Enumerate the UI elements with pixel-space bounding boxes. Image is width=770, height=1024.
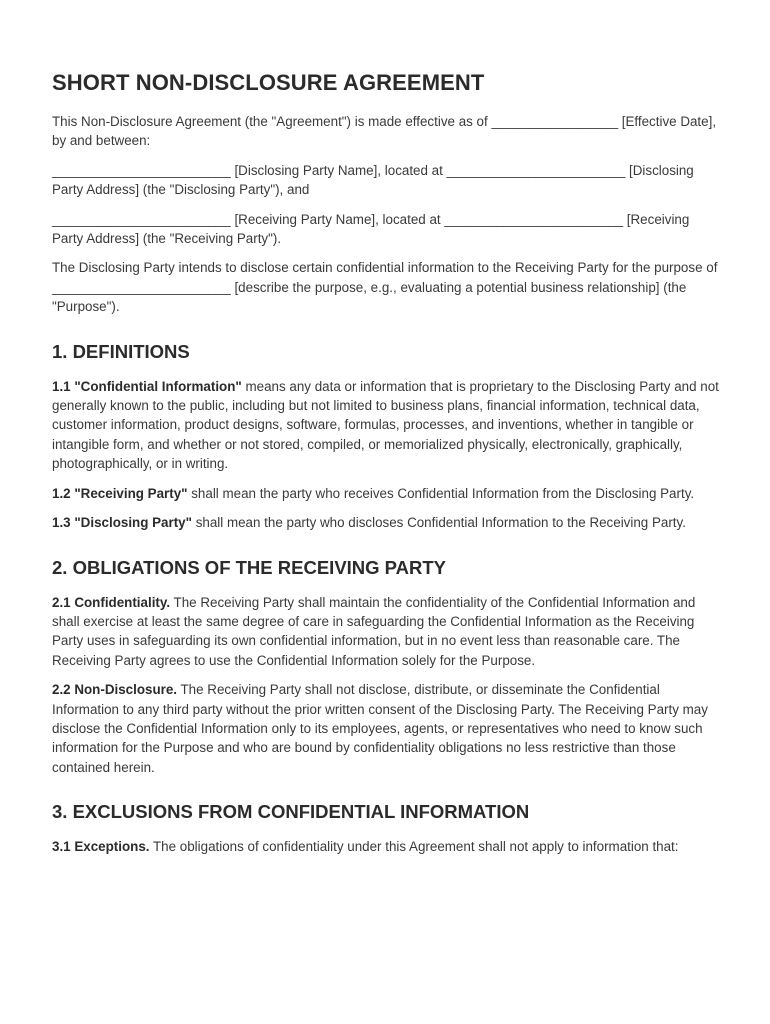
clause-label: 1.2 "Receiving Party"	[52, 485, 188, 501]
section-heading-definitions: 1. DEFINITIONS	[52, 340, 190, 362]
clause-1-1	[52, 377, 722, 474]
intro-purpose: The Disclosing Party intends to disclose certain confidential information to the Receiving Party for the purpose of ________________________ [describe the purpose, e.g., evaluating a potential business relationship] (the "Purpose").	[52, 260, 718, 315]
clause-1-3	[52, 513, 722, 532]
clause-text: shall mean the party who discloses Confidential Information to the Receiving Party.	[191, 515, 686, 531]
section-heading-obligations: 2. OBLIGATIONS OF THE RECEIVING PARTY	[52, 556, 447, 578]
clause-label: 2.2 Non-Disclosure.	[52, 682, 178, 698]
clause-label: 2.1 Confidentiality.	[52, 594, 171, 610]
document-title: SHORT NON-DISCLOSURE AGREEMENT	[52, 70, 485, 95]
clause-3-1	[52, 837, 722, 856]
clause-text: The obligations of confidentiality under this Agreement shall not apply to information that:	[149, 839, 679, 855]
clause-text: means any data or information that is proprietary to the Disclosing Party and not generally known to the public, including but not limited to business plans, financial information, technical data, customer information, product designs, software, formulas, processes, and inventions, whether in tangible or intangible form, and whether or not stored, compiled, or memorialized physically, electronically, graphically, photographically, or in writing.	[52, 378, 719, 472]
clause-text: The Receiving Party shall not disclose, distribute, or disseminate the Confidential Information to any third party without the prior written consent of the Disclosing Party. The Receiving Party may disclose the Confidential Information only to its employees, agents, or representatives who need to know such information for the Purpose and who are bound by confidentiality obligations no less restrictive than those contained herein.	[52, 682, 708, 775]
clause-text: shall mean the party who receives Confidential Information from the Disclosing Party.	[187, 485, 695, 501]
section-heading-exclusions: 3. EXCLUSIONS FROM CONFIDENTIAL INFORMATION	[52, 801, 530, 823]
clause-2-2	[52, 680, 722, 777]
intro-effective-date: This Non-Disclosure Agreement (the "Agreement") is made effective as of _________________ [Effective Date], by and between:	[52, 114, 717, 149]
clause-label: 1.1 "Confidential Information"	[52, 378, 242, 394]
clause-text: The Receiving Party shall maintain the confidentiality of the Confidential Information and shall exercise at least the same degree of care in safeguarding the Confidential Information as the Receiving Party uses in safeguarding its own confidential information, but in no event less than reasonable care. The Receiving Party agrees to use the Confidential Information solely for the Purpose.	[52, 594, 696, 668]
clause-label: 3.1 Exceptions.	[52, 839, 150, 855]
clause-label: 1.3 "Disclosing Party"	[52, 515, 192, 531]
clause-2-1	[52, 593, 722, 671]
intro-disclosing-party: ________________________ [Disclosing Party Name], located at ________________________ [Disclosing Party Address] (the "Disclosing Party"), and	[52, 162, 694, 198]
intro-receiving-party: ________________________ [Receiving Party Name], located at ________________________ [Receiving Party Address] (the "Receiving Party").	[52, 211, 690, 247]
document-page	[52, 70, 722, 857]
clause-1-2	[52, 484, 722, 503]
